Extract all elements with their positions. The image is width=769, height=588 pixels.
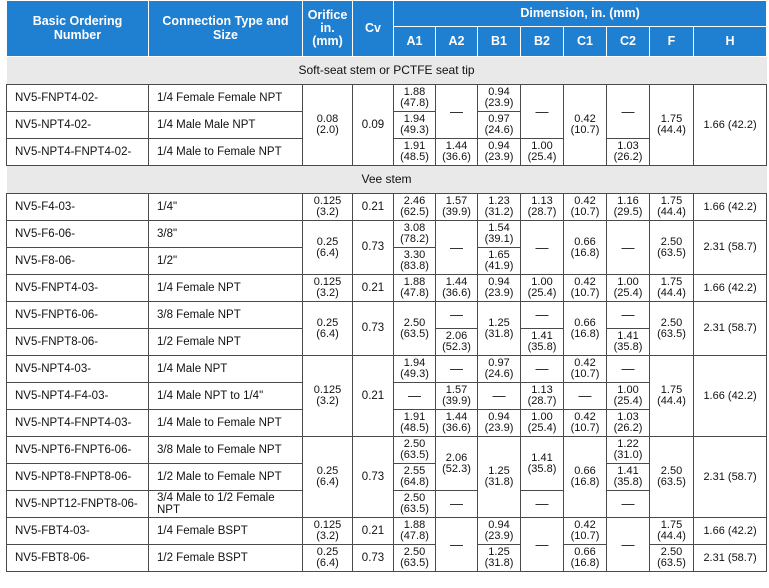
a2-cell: 1.44 (36.6) — [436, 275, 478, 302]
f-cell: 1.75 (44.4) — [650, 356, 694, 437]
table-row — [7, 437, 767, 464]
section-soft-seat: Soft-seat stem or PCTFE seat tip — [7, 57, 767, 85]
connection-cell: 1/4 Male to Female NPT — [149, 410, 303, 437]
b2-cell: 1.13 (28.7) — [521, 383, 564, 410]
connection-cell: 1/4 Female BSPT — [149, 518, 303, 545]
ordering-number: NV5-F8-06- — [7, 248, 149, 275]
c1-cell: 0.42 (10.7) — [564, 518, 607, 545]
connection-cell: 1/2 Female NPT — [149, 329, 303, 356]
header-dimension: Dimension, in. (mm) — [394, 1, 767, 27]
a2-cell: 1.57 (39.9) — [436, 194, 478, 221]
cv-cell: 0.21 — [353, 275, 394, 302]
orifice-cell: 0.08 (2.0) — [303, 85, 353, 166]
c1-cell: 0.42 (10.7) — [564, 356, 607, 383]
header-c1: C1 — [564, 27, 607, 57]
cv-cell: 0.21 — [353, 194, 394, 221]
header-h: H — [694, 27, 767, 57]
b1-cell: 0.94 (23.9) — [478, 518, 521, 545]
connection-cell: 1/4 Female Female NPT — [149, 85, 303, 112]
f-cell: 1.75 (44.4) — [650, 275, 694, 302]
ordering-number: NV5-FNPT4-02- — [7, 85, 149, 112]
b1-cell: — — [478, 383, 521, 410]
a1-cell: 3.30 (83.8) — [394, 248, 436, 275]
header-a2: A2 — [436, 27, 478, 57]
orifice-cell: 0.25 (6.4) — [303, 302, 353, 356]
c2-cell: — — [607, 221, 650, 275]
c2-cell: — — [607, 491, 650, 518]
cv-cell: 0.73 — [353, 302, 394, 356]
a2-cell: — — [436, 85, 478, 139]
h-cell: 1.66 (42.2) — [694, 194, 767, 221]
connection-cell: 3/8 Female NPT — [149, 302, 303, 329]
orifice-cell: 0.125 (3.2) — [303, 518, 353, 545]
ordering-number: NV5-NPT4-F4-03- — [7, 383, 149, 410]
h-cell: 2.31 (58.7) — [694, 437, 767, 518]
c2-cell: 1.41 (35.8) — [607, 329, 650, 356]
b2-cell: 1.41 (35.8) — [521, 329, 564, 356]
a1-cell: 1.88 (47.8) — [394, 518, 436, 545]
orifice-cell: 0.125 (3.2) — [303, 194, 353, 221]
h-cell: 1.66 (42.2) — [694, 518, 767, 545]
b2-cell: — — [521, 491, 564, 518]
connection-cell: 1/4 Male Male NPT — [149, 112, 303, 139]
ordering-number: NV5-NPT4-02- — [7, 112, 149, 139]
f-cell: 2.50 (63.5) — [650, 302, 694, 356]
connection-cell: 3/8" — [149, 221, 303, 248]
h-cell: 1.66 (42.2) — [694, 85, 767, 166]
ordering-number: NV5-F6-06- — [7, 221, 149, 248]
ordering-number: NV5-NPT12-FNPT8-06- — [7, 491, 149, 518]
ordering-number: NV5-NPT4-FNPT4-02- — [7, 139, 149, 166]
ordering-table — [6, 0, 767, 572]
ordering-number: NV5-FBT4-03- — [7, 518, 149, 545]
b1-cell: 1.54 (39.1) — [478, 221, 521, 248]
c1-cell: 0.66 (16.8) — [564, 302, 607, 356]
ordering-number: NV5-FNPT6-06- — [7, 302, 149, 329]
b1-cell: 0.94 (23.9) — [478, 275, 521, 302]
h-cell: 2.31 (58.7) — [694, 302, 767, 356]
table-row — [7, 302, 767, 329]
a1-cell: 2.46 (62.5) — [394, 194, 436, 221]
section-vee-stem: Vee stem — [7, 166, 767, 194]
a1-cell: 2.50 (63.5) — [394, 437, 436, 464]
c2-cell: 1.16 (29.5) — [607, 194, 650, 221]
a2-cell: — — [436, 356, 478, 383]
header-cv: Cv — [353, 1, 394, 57]
c2-cell: 1.22 (31.0) — [607, 437, 650, 464]
connection-cell: 3/8 Male to Female NPT — [149, 437, 303, 464]
a2-cell: — — [436, 518, 478, 572]
a1-cell: 1.91 (48.5) — [394, 410, 436, 437]
a1-cell: 3.08 (78.2) — [394, 221, 436, 248]
cv-cell: 0.21 — [353, 518, 394, 545]
orifice-cell: 0.125 (3.2) — [303, 356, 353, 437]
header-a1: A1 — [394, 27, 436, 57]
orifice-cell: 0.25 (6.4) — [303, 545, 353, 572]
a1-cell: — — [394, 383, 436, 410]
c2-cell: 1.03 (26.2) — [607, 410, 650, 437]
b1-cell: 0.94 (23.9) — [478, 85, 521, 112]
orifice-cell: 0.25 (6.4) — [303, 437, 353, 518]
b1-cell: 0.97 (24.6) — [478, 356, 521, 383]
c2-cell: — — [607, 302, 650, 329]
b2-cell: 1.00 (25.4) — [521, 139, 564, 166]
b2-cell: — — [521, 518, 564, 572]
ordering-number: NV5-FNPT4-03- — [7, 275, 149, 302]
b2-cell: — — [521, 85, 564, 139]
a1-cell: 1.94 (49.3) — [394, 112, 436, 139]
connection-cell: 3/4 Male to 1/2 Female NPT — [149, 491, 303, 518]
header-f: F — [650, 27, 694, 57]
c2-cell: 1.03 (26.2) — [607, 139, 650, 166]
b1-cell: 1.65 (41.9) — [478, 248, 521, 275]
a1-cell: 2.50 (63.5) — [394, 302, 436, 356]
cv-cell: 0.73 — [353, 437, 394, 518]
c1-cell: 0.42 (10.7) — [564, 194, 607, 221]
a2-cell: 2.06 (52.3) — [436, 329, 478, 356]
table-row — [7, 518, 767, 545]
a1-cell: 1.94 (49.3) — [394, 356, 436, 383]
a2-cell: 1.44 (36.6) — [436, 410, 478, 437]
b2-cell: — — [521, 302, 564, 329]
h-cell: 1.66 (42.2) — [694, 356, 767, 437]
header-b1: B1 — [478, 27, 521, 57]
header-orifice: Orifice in. (mm) — [303, 1, 353, 57]
c2-cell: 1.00 (25.4) — [607, 275, 650, 302]
c2-cell: — — [607, 356, 650, 383]
b2-cell: 1.13 (28.7) — [521, 194, 564, 221]
a2-cell: — — [436, 302, 478, 329]
a2-cell: 2.06 (52.3) — [436, 437, 478, 491]
table-row — [7, 275, 767, 302]
b1-cell: 1.25 (31.8) — [478, 545, 521, 572]
b2-cell: 1.00 (25.4) — [521, 410, 564, 437]
connection-cell: 1/4" — [149, 194, 303, 221]
b1-cell: 1.25 (31.8) — [478, 437, 521, 518]
a2-cell: — — [436, 221, 478, 275]
ordering-number: NV5-FBT8-06- — [7, 545, 149, 572]
f-cell: 1.75 (44.4) — [650, 518, 694, 545]
a2-cell: 1.57 (39.9) — [436, 383, 478, 410]
header-connection-type: Connection Type and Size — [149, 1, 303, 57]
c2-cell: 1.41 (35.8) — [607, 464, 650, 491]
b1-cell: 0.97 (24.6) — [478, 112, 521, 139]
a2-cell: — — [436, 491, 478, 518]
c1-cell: 0.42 (10.7) — [564, 85, 607, 166]
b2-cell: — — [521, 221, 564, 275]
a1-cell: 1.88 (47.8) — [394, 85, 436, 112]
ordering-number: NV5-NPT8-FNPT8-06- — [7, 464, 149, 491]
c1-cell: 0.66 (16.8) — [564, 545, 607, 572]
ordering-number: NV5-NPT6-FNPT6-06- — [7, 437, 149, 464]
h-cell: 1.66 (42.2) — [694, 275, 767, 302]
f-cell: 2.50 (63.5) — [650, 545, 694, 572]
cv-cell: 0.09 — [353, 85, 394, 166]
b1-cell: 0.94 (23.9) — [478, 139, 521, 166]
b2-cell: 1.00 (25.4) — [521, 275, 564, 302]
h-cell: 2.31 (58.7) — [694, 545, 767, 572]
table-row — [7, 356, 767, 383]
c1-cell: 0.66 (16.8) — [564, 221, 607, 275]
a1-cell: 2.55 (64.8) — [394, 464, 436, 491]
section-row — [7, 166, 767, 194]
table-row — [7, 221, 767, 248]
c1-cell: 0.42 (10.7) — [564, 275, 607, 302]
b1-cell: 1.23 (31.2) — [478, 194, 521, 221]
a2-cell: 1.44 (36.6) — [436, 139, 478, 166]
table-row — [7, 194, 767, 221]
a1-cell: 1.88 (47.8) — [394, 275, 436, 302]
c1-cell: — — [564, 383, 607, 410]
f-cell: 2.50 (63.5) — [650, 437, 694, 518]
header-c2: C2 — [607, 27, 650, 57]
c2-cell: — — [607, 85, 650, 139]
header-basic-ordering-number: Basic Ordering Number — [7, 1, 149, 57]
f-cell: 1.75 (44.4) — [650, 85, 694, 166]
cv-cell: 0.21 — [353, 356, 394, 437]
table-row — [7, 545, 767, 572]
c1-cell: 0.66 (16.8) — [564, 437, 607, 518]
a1-cell: 1.91 (48.5) — [394, 139, 436, 166]
ordering-number: NV5-F4-03- — [7, 194, 149, 221]
a1-cell: 2.50 (63.5) — [394, 545, 436, 572]
b2-cell: — — [521, 356, 564, 383]
f-cell: 2.50 (63.5) — [650, 221, 694, 275]
table-row — [7, 85, 767, 112]
b1-cell: 1.25 (31.8) — [478, 302, 521, 356]
orifice-cell: 0.125 (3.2) — [303, 275, 353, 302]
c2-cell: 1.00 (25.4) — [607, 383, 650, 410]
ordering-number: NV5-FNPT8-06- — [7, 329, 149, 356]
connection-cell: 1/2" — [149, 248, 303, 275]
c2-cell: — — [607, 518, 650, 572]
orifice-cell: 0.25 (6.4) — [303, 221, 353, 275]
ordering-number: NV5-NPT4-03- — [7, 356, 149, 383]
ordering-number: NV5-NPT4-FNPT4-03- — [7, 410, 149, 437]
f-cell: 1.75 (44.4) — [650, 194, 694, 221]
connection-cell: 1/4 Male to Female NPT — [149, 139, 303, 166]
header-b2: B2 — [521, 27, 564, 57]
section-row — [7, 57, 767, 85]
connection-cell: 1/4 Female NPT — [149, 275, 303, 302]
a1-cell: 2.50 (63.5) — [394, 491, 436, 518]
h-cell: 2.31 (58.7) — [694, 221, 767, 275]
connection-cell: 1/4 Male NPT — [149, 356, 303, 383]
cv-cell: 0.73 — [353, 221, 394, 275]
connection-cell: 1/2 Male to Female NPT — [149, 464, 303, 491]
b2-cell: 1.41 (35.8) — [521, 437, 564, 491]
connection-cell: 1/4 Male NPT to 1/4" — [149, 383, 303, 410]
b1-cell: 0.94 (23.9) — [478, 410, 521, 437]
c1-cell: 0.42 (10.7) — [564, 410, 607, 437]
connection-cell: 1/2 Female BSPT — [149, 545, 303, 572]
cv-cell: 0.73 — [353, 545, 394, 572]
